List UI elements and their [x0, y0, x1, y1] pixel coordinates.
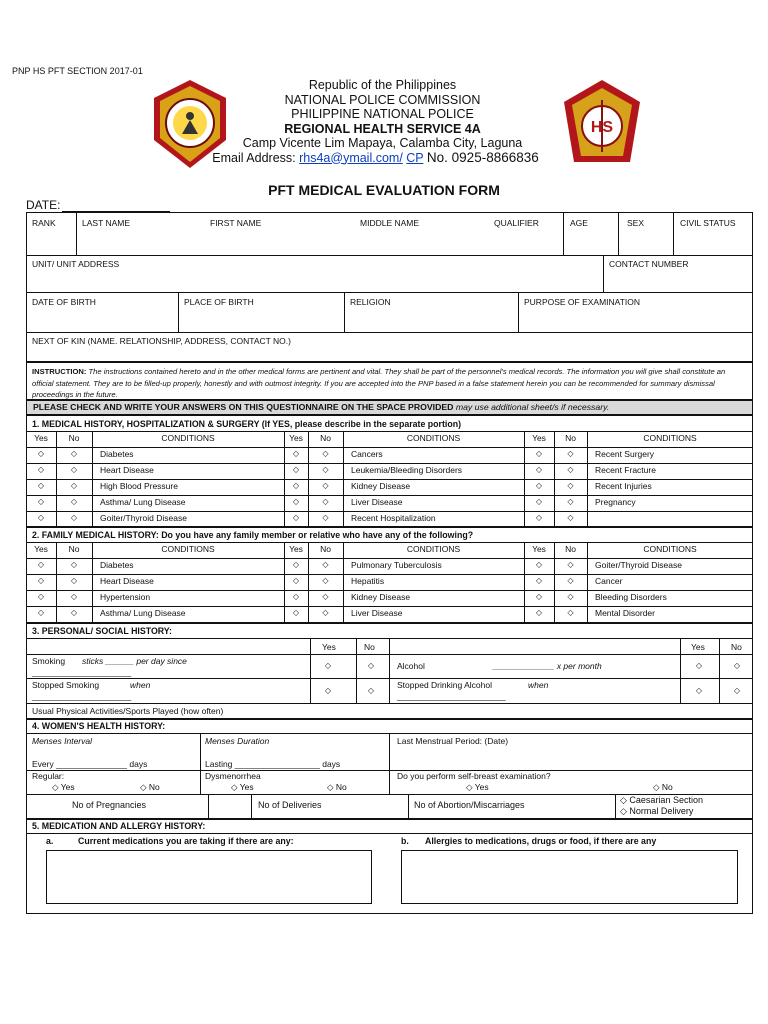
s3-yes-header-1: Yes — [322, 642, 336, 652]
s2-condition-col1-3: Hypertension — [100, 592, 151, 602]
s1-yes-checkbox-col1-2[interactable]: ◇ — [37, 465, 45, 474]
s2-no-header-1: No — [68, 544, 80, 554]
section5-b-label: b. — [401, 836, 409, 846]
s1-no-checkbox-col2-3[interactable]: ◇ — [322, 481, 329, 490]
s2-yes-checkbox-col2-1[interactable]: ◇ — [292, 560, 300, 569]
s2-conditions-header-2: CONDITIONS — [406, 544, 461, 554]
stopped-smoking-no-checkbox[interactable]: ◇ — [367, 686, 375, 695]
s1-yes-checkbox-col3-2[interactable]: ◇ — [535, 465, 543, 474]
menses-duration-label: Menses Duration — [205, 736, 270, 746]
s2-no-checkbox-col3-4[interactable]: ◇ — [567, 608, 574, 617]
s2-yes-checkbox-col1-2[interactable]: ◇ — [37, 576, 45, 585]
s2-no-checkbox-col1-3[interactable]: ◇ — [70, 592, 78, 601]
rank-label: RANK — [32, 218, 56, 228]
s1-yes-checkbox-col1-3[interactable]: ◇ — [37, 481, 45, 490]
s1-condition-col2-3: Kidney Disease — [351, 481, 411, 491]
next-of-kin-label: NEXT OF KIN (NAME. RELATIONSHIP, ADDRESS, CONTACT NO.) — [32, 336, 291, 346]
form-code: PNP HS PFT SECTION 2017-01 — [12, 66, 143, 76]
s2-no-checkbox-col3-3[interactable]: ◇ — [567, 592, 574, 601]
s2-no-checkbox-col3-2[interactable]: ◇ — [567, 576, 574, 585]
stopped-drinking-no-checkbox[interactable]: ◇ — [733, 686, 741, 695]
date-label: DATE: — [26, 198, 61, 212]
s2-no-checkbox-col1-1[interactable]: ◇ — [70, 560, 78, 569]
religion-label: RELIGION — [350, 297, 391, 307]
s2-condition-col3-1: Goiter/Thyroid Disease — [595, 560, 682, 570]
s2-no-checkbox-col1-4[interactable]: ◇ — [70, 608, 78, 617]
letterhead — [200, 78, 565, 165]
caesarian-option[interactable]: ◇ Caesarian Section — [620, 795, 703, 805]
section3-title: 3. PERSONAL/ SOCIAL HISTORY: — [32, 626, 172, 636]
s2-condition-col1-2: Heart Disease — [100, 576, 154, 586]
menses-lasting-field[interactable]: Lasting __________________ days — [205, 759, 341, 769]
s1-condition-col2-1: Cancers — [351, 449, 383, 459]
s1-no-checkbox-col1-4[interactable]: ◇ — [70, 497, 78, 506]
s1-no-checkbox-col3-2[interactable]: ◇ — [567, 465, 574, 474]
alcohol-no-checkbox[interactable]: ◇ — [733, 661, 741, 670]
s2-no-header-3: No — [565, 544, 576, 554]
pregnancies-label: No of Pregnancies — [72, 800, 147, 810]
republic-line: Republic of the Philippines — [308, 78, 457, 92]
s1-condition-col3-4: Pregnancy — [595, 497, 636, 507]
breast-exam-yes-option[interactable]: ◇ Yes — [466, 782, 489, 792]
stopped-drinking-line[interactable]: _______________________ — [397, 691, 506, 701]
s1-no-checkbox-col1-5[interactable]: ◇ — [70, 513, 78, 522]
contact-number-label: CONTACT NUMBER — [609, 259, 689, 269]
s1-no-header-3: No — [565, 433, 576, 443]
normal-delivery-option[interactable]: ◇ Normal Delivery — [620, 806, 694, 816]
dysmenorrhea-label: Dysmenorrhea — [205, 771, 261, 781]
s2-condition-col3-4: Mental Disorder — [595, 608, 655, 618]
allergies-textarea[interactable] — [401, 850, 738, 904]
s2-yes-header-3: Yes — [532, 544, 546, 554]
s1-yes-checkbox-col1-5[interactable]: ◇ — [37, 513, 45, 522]
date-line[interactable] — [62, 200, 170, 212]
s2-no-checkbox-col2-4[interactable]: ◇ — [322, 608, 329, 617]
s1-conditions-header-3: CONDITIONS — [643, 433, 697, 443]
s1-condition-col1-4: Asthma/ Lung Disease — [100, 497, 186, 507]
menses-interval-label: Menses Interval — [32, 736, 92, 746]
dysmenorrhea-yes-option[interactable]: ◇ Yes — [231, 782, 254, 792]
physical-activities-label: Usual Physical Activities/Sports Played (how often) — [32, 706, 224, 716]
s1-no-header-2: No — [320, 433, 331, 443]
s2-yes-checkbox-col1-1[interactable]: ◇ — [37, 560, 45, 569]
section2-title: 2. FAMILY MEDICAL HISTORY: Do you have any family member or relative who have any of the following? — [32, 530, 474, 540]
s1-yes-header-3: Yes — [532, 433, 546, 443]
instruction-body: The instructions contained hereto and in the other medical forms are pertinent and vital. They shall be part of the personnel's medical records. The information you will give shall constitute an official statement. They are to be filled-up properly, honestly and with outmost integrity. If you are accepted into the PNP based in a false statement herein you can be recommended for summary dismissal proceedings in the future. — [32, 367, 726, 399]
s1-condition-col3-3: Recent Injuries — [595, 481, 652, 491]
s2-no-header-2: No — [320, 544, 331, 554]
stopped-drinking-yes-checkbox[interactable]: ◇ — [695, 686, 703, 695]
sex-label: SEX — [627, 218, 645, 228]
regular-no-option[interactable]: ◇ No — [140, 782, 160, 792]
s1-no-checkbox-col2-2[interactable]: ◇ — [322, 465, 329, 474]
s3-yes-header-2: Yes — [691, 642, 705, 652]
s2-condition-col2-1: Pulmonary Tuberculosis — [351, 560, 442, 570]
cp-link[interactable]: CP — [406, 150, 424, 165]
s1-yes-header-1: Yes — [34, 433, 48, 443]
s2-condition-col1-1: Diabetes — [100, 560, 134, 570]
s1-yes-checkbox-col3-1[interactable]: ◇ — [535, 449, 543, 458]
s1-condition-col1-1: Diabetes — [100, 449, 134, 459]
regular-label: Regular: — [32, 771, 65, 781]
s1-conditions-header-1: CONDITIONS — [161, 433, 215, 443]
s1-condition-col1-3: High Blood Pressure — [100, 481, 178, 491]
s1-yes-checkbox-col3-4[interactable]: ◇ — [535, 497, 543, 506]
pnp-line: PHILIPPINE NATIONAL POLICE — [291, 107, 474, 121]
questionnaire-bar — [26, 400, 753, 415]
s2-yes-checkbox-col3-2[interactable]: ◇ — [535, 576, 543, 585]
s1-no-checkbox-col2-5[interactable]: ◇ — [322, 513, 329, 522]
abortion-label: No of Abortion/Miscarriages — [414, 800, 525, 810]
s1-yes-checkbox-col2-1[interactable]: ◇ — [292, 449, 300, 458]
s2-yes-checkbox-col1-4[interactable]: ◇ — [37, 608, 45, 617]
s2-no-checkbox-col3-1[interactable]: ◇ — [567, 560, 574, 569]
s1-no-checkbox-col2-1[interactable]: ◇ — [322, 449, 329, 458]
s1-condition-col2-4: Liver Disease — [351, 497, 403, 507]
s1-yes-checkbox-col1-1[interactable]: ◇ — [37, 449, 45, 458]
questionnaire-bar-note: may use additional sheet/s if necessary. — [455, 402, 610, 412]
s1-no-checkbox-col3-3[interactable]: ◇ — [567, 481, 574, 490]
s2-condition-col3-2: Cancer — [595, 576, 623, 586]
stopped-smoking-yes-checkbox[interactable]: ◇ — [324, 686, 332, 695]
s1-yes-checkbox-col1-4[interactable]: ◇ — [37, 497, 45, 506]
section5-title: 5. MEDICATION AND ALLERGY HISTORY: — [32, 821, 206, 831]
purpose-label: PURPOSE OF EXAMINATION — [524, 297, 641, 307]
civil-status-label: CIVIL STATUS — [680, 218, 736, 228]
phone-number: No. 0925-8866836 — [426, 149, 539, 165]
s2-condition-col2-3: Kidney Disease — [351, 592, 411, 602]
s2-no-checkbox-col2-3[interactable]: ◇ — [322, 592, 329, 601]
s2-yes-header-1: Yes — [34, 544, 48, 554]
s2-no-checkbox-col2-1[interactable]: ◇ — [322, 560, 329, 569]
first-name-label: FIRST NAME — [210, 218, 262, 228]
s2-yes-header-2: Yes — [289, 544, 303, 554]
stopped-smoking-line[interactable]: _____________________ — [32, 691, 132, 701]
regular-yes-option[interactable]: ◇ Yes — [52, 782, 75, 792]
s1-no-header-1: No — [68, 433, 80, 443]
date-field[interactable] — [26, 198, 170, 212]
stopped-smoking-label: Stopped Smoking — [32, 680, 100, 690]
section1-title: 1. MEDICAL HISTORY, HOSPITALIZATION & SURGERY (If YES, please describe in the separate portion) — [32, 419, 462, 429]
s2-no-checkbox-col2-2[interactable]: ◇ — [322, 576, 329, 585]
email-line — [186, 151, 565, 166]
s1-condition-col1-5: Goiter/Thyroid Disease — [100, 513, 187, 523]
alcohol-yes-checkbox[interactable]: ◇ — [695, 661, 703, 670]
s1-yes-checkbox-col3-3[interactable]: ◇ — [535, 481, 543, 490]
health-service-logo — [560, 78, 644, 170]
questionnaire-bar-main: PLEASE CHECK AND WRITE YOUR ANSWERS ON THIS QUESTIONNAIRE ON THE SPACE PROVIDED — [33, 402, 454, 412]
s1-no-checkbox-col3-4[interactable]: ◇ — [567, 497, 574, 506]
date-of-birth-label: DATE OF BIRTH — [32, 297, 96, 307]
s2-yes-checkbox-col3-3[interactable]: ◇ — [535, 592, 543, 601]
email-link[interactable]: rhs4a@ymail.com/ — [299, 150, 403, 165]
s1-yes-checkbox-col3-5[interactable]: ◇ — [535, 513, 543, 522]
current-medications-textarea[interactable] — [46, 850, 372, 904]
s2-yes-checkbox-col3-1[interactable]: ◇ — [535, 560, 543, 569]
smoking-no-checkbox[interactable]: ◇ — [367, 661, 375, 670]
napolcom-line: NATIONAL POLICE COMMISSION — [284, 92, 481, 107]
dysmenorrhea-no-option[interactable]: ◇ No — [327, 782, 347, 792]
alcohol-per-month[interactable]: _____________ x per month — [493, 661, 602, 671]
last-menstrual-label: Last Menstrual Period: (Date) — [397, 736, 509, 746]
stopped-drinking-when: when — [528, 680, 549, 690]
s2-conditions-header-1: CONDITIONS — [161, 544, 215, 554]
s3-no-header-1: No — [364, 642, 375, 652]
section5-b-text: Allergies to medications, drugs or food, if there are any — [425, 836, 657, 846]
stopped-smoking-when: when — [130, 680, 151, 690]
s2-condition-col1-4: Asthma/ Lung Disease — [100, 608, 186, 618]
s1-no-checkbox-col3-5[interactable]: ◇ — [567, 513, 574, 522]
s1-no-checkbox-col1-3[interactable]: ◇ — [70, 481, 78, 490]
s2-yes-checkbox-col2-3[interactable]: ◇ — [292, 592, 300, 601]
form-title: PFT MEDICAL EVALUATION FORM — [268, 182, 500, 198]
place-of-birth-label: PLACE OF BIRTH — [184, 297, 254, 307]
s3-no-header-2: No — [731, 642, 742, 652]
s2-yes-checkbox-col2-4[interactable]: ◇ — [292, 608, 300, 617]
s2-condition-col3-3: Bleeding Disorders — [595, 592, 667, 602]
rhs-line: REGIONAL HEALTH SERVICE 4A — [284, 121, 481, 136]
hs-logo-text: HS — [590, 119, 614, 136]
s1-conditions-header-2: CONDITIONS — [406, 433, 461, 443]
age-label: AGE — [570, 218, 588, 228]
s1-yes-header-2: Yes — [289, 433, 303, 443]
section4-title: 4. WOMEN'S HEALTH HISTORY: — [32, 721, 166, 731]
smoking-since-line[interactable]: _____________________ — [32, 667, 132, 677]
s1-condition-col2-2: Leukemia/Bleeding Disorders — [351, 465, 463, 475]
qualifier-label: QUALIFIER — [494, 218, 539, 228]
s1-yes-checkbox-col2-4[interactable]: ◇ — [292, 497, 300, 506]
s1-no-checkbox-col1-2[interactable]: ◇ — [70, 465, 78, 474]
s1-no-checkbox-col2-4[interactable]: ◇ — [322, 497, 329, 506]
stopped-drinking-label: Stopped Drinking Alcohol — [397, 680, 492, 690]
s1-yes-checkbox-col2-5[interactable]: ◇ — [292, 513, 300, 522]
s1-condition-col3-2: Recent Fracture — [595, 465, 656, 475]
s1-yes-checkbox-col2-2[interactable]: ◇ — [292, 465, 300, 474]
s1-condition-col1-2: Heart Disease — [100, 465, 154, 475]
s1-no-checkbox-col1-1[interactable]: ◇ — [70, 449, 78, 458]
s1-no-checkbox-col3-1[interactable]: ◇ — [567, 449, 574, 458]
breast-exam-label: Do you perform self-breast examination? — [397, 771, 551, 781]
section5-a-text: Current medications you are taking if there are any: — [78, 836, 294, 846]
s2-yes-checkbox-col3-4[interactable]: ◇ — [535, 608, 543, 617]
s2-no-checkbox-col1-2[interactable]: ◇ — [70, 576, 78, 585]
s1-yes-checkbox-col2-3[interactable]: ◇ — [292, 481, 300, 490]
alcohol-label: Alcohol — [397, 661, 425, 671]
s2-condition-col2-4: Liver Disease — [351, 608, 403, 618]
s2-conditions-header-3: CONDITIONS — [643, 544, 697, 554]
unit-address-label: UNIT/ UNIT ADDRESS — [32, 259, 120, 269]
s1-condition-col2-5: Recent Hospitalization — [351, 513, 436, 523]
menses-every-field[interactable]: Every _______________ days — [32, 759, 148, 769]
last-name-label: LAST NAME — [82, 218, 131, 228]
middle-name-label: MIDDLE NAME — [360, 218, 420, 228]
sticks-per-day[interactable]: sticks ______ per day since — [82, 656, 187, 666]
email-label: Email Address: — [212, 150, 296, 165]
instruction-text — [32, 366, 748, 401]
smoking-yes-checkbox[interactable]: ◇ — [324, 661, 332, 670]
s1-condition-col3-1: Recent Surgery — [595, 449, 655, 459]
s2-yes-checkbox-col1-3[interactable]: ◇ — [37, 592, 45, 601]
s2-yes-checkbox-col2-2[interactable]: ◇ — [292, 576, 300, 585]
instruction-label: INSTRUCTION: — [32, 367, 87, 376]
smoking-label: Smoking — [32, 656, 66, 666]
breast-exam-no-option[interactable]: ◇ No — [653, 782, 673, 792]
s2-condition-col2-2: Hepatitis — [351, 576, 385, 586]
section5-a-label: a. — [46, 836, 54, 846]
deliveries-label: No of Deliveries — [258, 800, 322, 810]
address-line: Camp Vicente Lim Mapaya, Calamba City, Laguna — [242, 136, 523, 150]
